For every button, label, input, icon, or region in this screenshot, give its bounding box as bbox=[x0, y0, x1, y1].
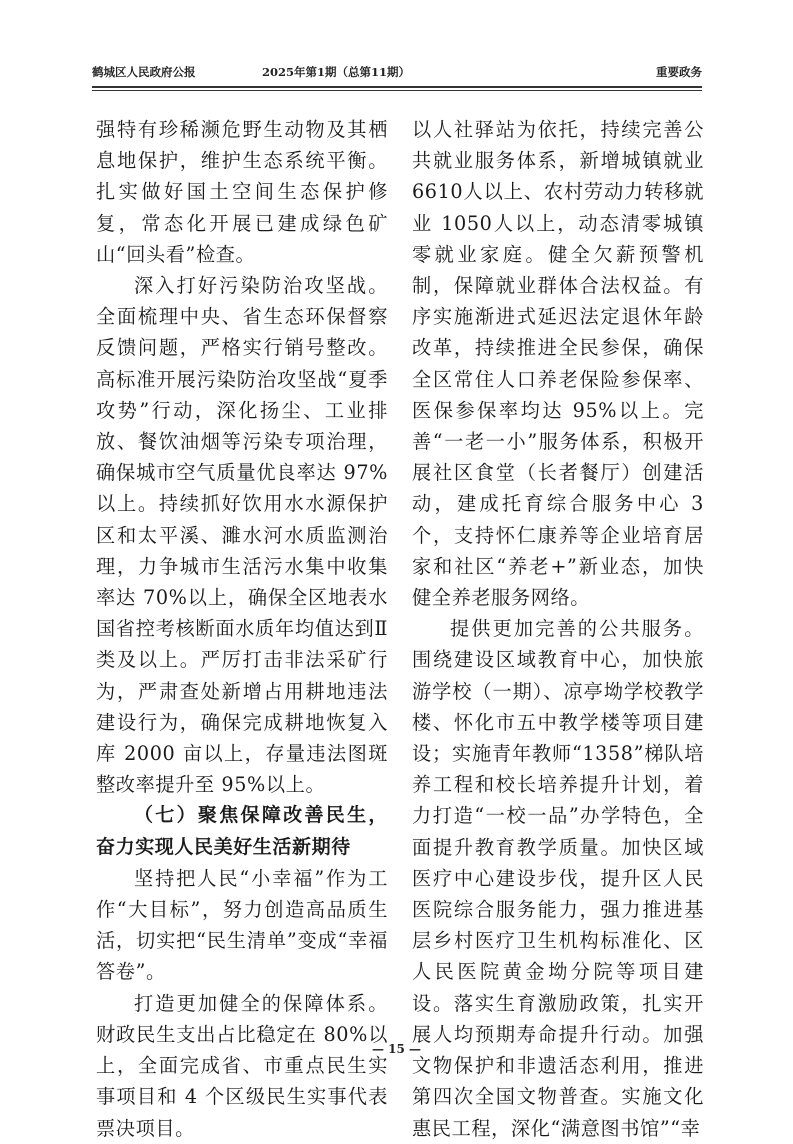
issue-number: 2025年第1期（总第11期） bbox=[262, 65, 411, 79]
right-column bbox=[412, 114, 704, 1144]
section-heading: （七）聚焦保障改善民生，奋力实现人民美好生活新期待 bbox=[96, 804, 388, 858]
publication-title: 鹤城区人民政府公报 bbox=[92, 65, 196, 79]
paragraph: 打造更加健全的保障体系。财政民生支出占比稳定在 80%以上，全面完成省、市重点民生实事项目和 4 个区级民生实事代表票决项目。 bbox=[96, 991, 388, 1140]
paragraph-continued: 强特有珍稀濒危野生动物及其栖息地保护，维护生态系统平衡。扎实做好国土空间生态保护修复，常态化开展已建成绿色矿山“回头看”检查。 bbox=[96, 118, 388, 266]
page-header bbox=[92, 62, 702, 84]
section-name: 重要政务 bbox=[656, 65, 702, 79]
page-number: — 15 — bbox=[371, 1042, 422, 1056]
header-rule-thick bbox=[92, 86, 702, 88]
paragraph: 坚持把人民“小幸福”作为工作“大目标”，努力创造高品质生活，切实把“民生清单”变成“幸福答卷”。 bbox=[96, 866, 388, 984]
left-column bbox=[96, 114, 388, 1144]
header-rule-thin bbox=[92, 90, 702, 91]
paragraph-continued: 以人社驿站为依托，持续完善公共就业服务体系，新增城镇就业 6610人以上、农村劳动力转移就业 1050人以上，动态清零城镇零就业家庭。健全欠薪预警机制，保障就业群体合法权益。有序实施渐进式延迟法定退休年龄改革，持续推进全民参保，确保全区常住人口养老保险参保率、医保参保率均达 95%以上。完善“一老一小”服务体系，积极开展社区食堂（长者餐厅）创建活动，建成托育综合服务中心 3 个，支持怀仁康养等企业培育居家和社区“养老+”新业态，加快健全养老服务网络。 bbox=[412, 118, 704, 610]
paragraph: 提供更加完善的公共服务。围绕建设区域教育中心，加快旅游学校（一期）、凉亭坳学校教学楼、怀化市五中教学楼等项目建设；实施青年教师“1358”梯队培养工程和校长培养提升计划，着力打造“一校一品”办学特色，全面提升教育教学质量。加快区域医疗中心建设步伐，提升区人民医院综合服务能力，强力推进基层乡村医疗卫生机构标准化、区人民医院黄金坳分院等项目建设。落实生育激励政策，扎实开展人均预期寿命提升行动。加强文物保护和非遗活态利用，推进第四次全国文物普查。实施文化惠民工程，深化“满意图书馆”“幸 bbox=[412, 617, 704, 1140]
paragraph: 深入打好污染防治攻坚战。全面梳理中央、省生态环保督察反馈问题，严格实行销号整改。高标准开展污染防治攻坚战“夏季攻势”行动，深化扬尘、工业排放、餐饮油烟等污染专项治理，确保城市空气质量优良率达 97%以上。持续抓好饮用水水源保护区和太平溪、濉水河水质监测治理，力争城市生活污水集中收集率达 70%以上，确保全区地表水国省控考核断面水质年均值达到Ⅱ类及以上。严厉打击非法采矿行为，严肃查处新增占用耕地违法建设行为，确保完成耕地恢复入库 2000 亩以上，存量违法图斑整改率提升至 95%以上。 bbox=[96, 274, 388, 797]
